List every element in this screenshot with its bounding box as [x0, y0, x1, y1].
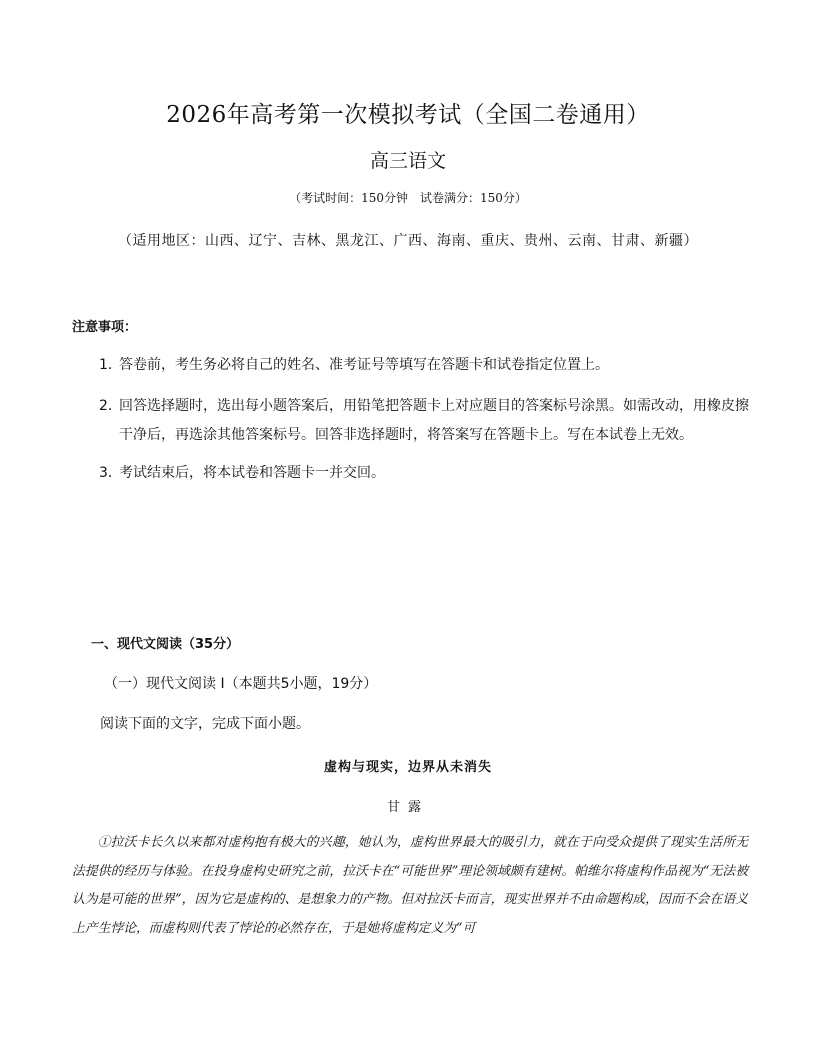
exam-time-score: （考试时间：150分钟 试卷满分：150分） — [289, 191, 527, 205]
notice-item-text: 回答选择题时，选出每小题答案后，用铅笔把答题卡上对应题目的答案标号涂黑。如需改动，用橡皮擦干净后，再选涂其他答案标号。回答非选择题时，将答案写在答题卡上。写在本试卷上无效。 — [119, 398, 749, 443]
exam-subject: 高三语文 — [369, 150, 446, 172]
applicable-regions: （适用地区：山西、辽宁、吉林、黑龙江、广西、海南、重庆、贵州、云南、甘肃、新疆） — [118, 233, 698, 249]
notice-item — [99, 392, 749, 450]
article-title: 虚构与现实，边界从未消失 — [323, 760, 492, 775]
article-author: 甘露 — [386, 800, 429, 815]
notice-heading: 注意事项： — [72, 320, 138, 335]
notice-item — [99, 351, 749, 380]
section-sub-heading: （一）现代文阅读 I（本题共5小题，19分） — [104, 676, 378, 692]
section-heading: 一、现代文阅读（35分） — [91, 637, 240, 652]
notice-item-number: 2． — [99, 398, 122, 414]
reading-instruction: 阅读下面的文字，完成下面小题。 — [100, 716, 310, 732]
notice-item-number: 3． — [99, 465, 122, 481]
notice-item — [99, 459, 749, 488]
article-paragraph: ①拉沃卡长久以来都对虚构抱有极大的兴趣，她认为，虚构世界最大的吸引力，就在于向受众提供了现实生活所无法提供的经历与体验。在投身虚构史研究之前，拉沃卡在“可能世界”理论领域颇有建树。帕维尔将虚构作品视为“无法被认为是可能的世界”，因为它是虚构的、是想象力的产物。但对拉沃卡而言，现实世界并不由命题构成，因而不会在语义上产生悖论，而虚构则代表了悖论的必然存在，于是她将虚构定义为“可 — [72, 835, 748, 936]
exam-title: 2026年高考第一次模拟考试（全国二卷通用） — [166, 102, 650, 128]
notice-item-text: 考试结束后，将本试卷和答题卡一并交回。 — [119, 465, 385, 481]
notice-item-number: 1． — [99, 357, 122, 373]
notice-item-text: 答卷前，考生务必将自己的姓名、准考证号等填写在答题卡和试卷指定位置上。 — [119, 357, 609, 373]
